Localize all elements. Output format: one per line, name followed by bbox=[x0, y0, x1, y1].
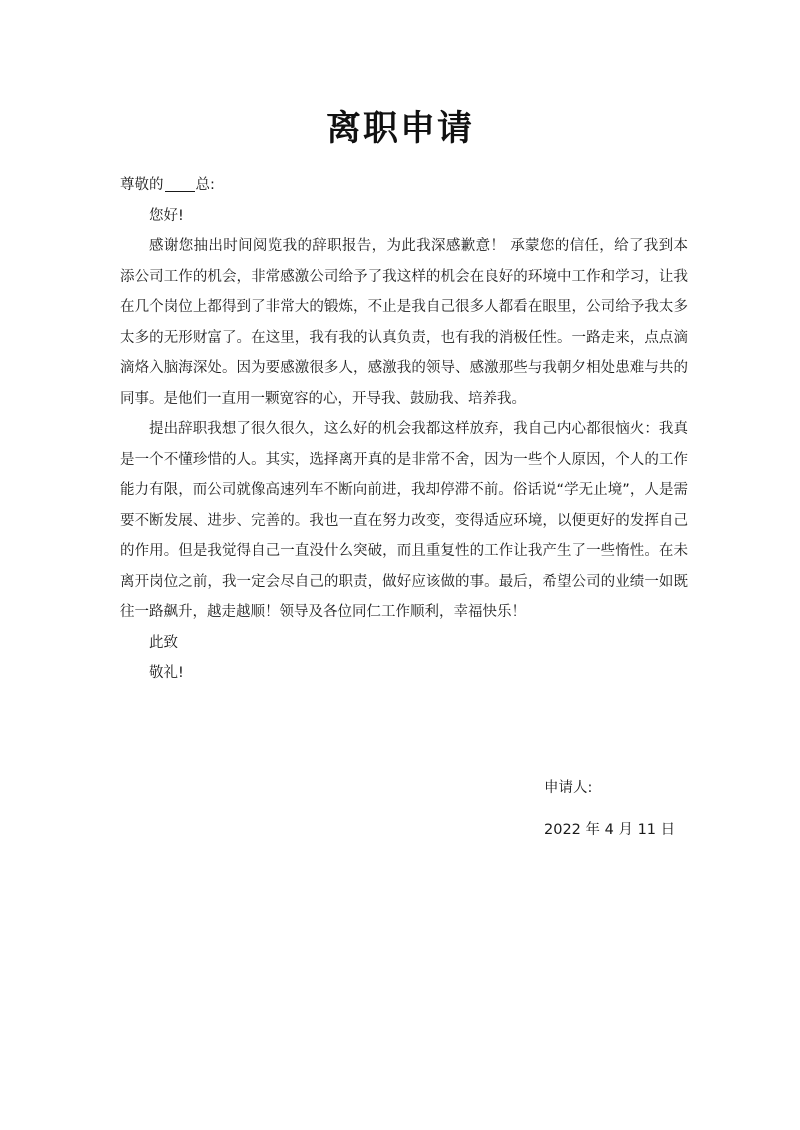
paragraph-reason: 提出辞职我想了很久很久，这么好的机会我都这样放弃，我自己内心都很恼火：我真是一个不懂珍惜的人。其实，选择离开真的是非常不舍，因为一些个人原因，个人的工作能力有限，而公司就像高速列车不断向前进，我却停滞不前。俗话说“学无止境”，人是需要不断发展、进步、完善的。我也一直在努力改变，变得适应环境，以便更好的发挥自己的作用。但是我觉得自己一直没什么突破，而且重复性的工作让我产生了一些惰性。在未离开岗位之前，我一定会尽自己的职责，做好应该做的事。最后，希望公司的业绩一如既往一路飙升，越走越顺！领导及各位同仁工作顺利，幸福快乐！ bbox=[120, 421, 688, 620]
salutation bbox=[120, 170, 688, 201]
document-title: 离职申请 bbox=[325, 109, 474, 149]
salutation-prefix: 尊敬的 bbox=[120, 177, 164, 193]
closing-line-1: 此致 bbox=[149, 634, 178, 651]
letter-body bbox=[120, 170, 688, 689]
greeting: 您好! bbox=[149, 207, 184, 224]
closing-line-2: 敬礼! bbox=[149, 665, 184, 681]
letter-date: 2022 年 4 月 11 日 bbox=[544, 821, 676, 838]
paragraph-gratitude: 感谢您抽出时间阅览我的辞职报告，为此我深感歉意！ 承蒙您的信任，给了我到本添公司工作的机会，非常感激公司给予了我这样的机会在良好的环境中工作和学习，让我在几个岗位上都得到了非常大的锻炼，不止是我自己很多人都看在眼里，公司给予我太多太多的无形财富了。在这里，我有我的认真负责，也有我的消极任性。一路走来，点点滴滴烙入脑海深处。因为要感激很多人，感激我的领导、感激那些与我朝夕相处患难与共的同事。是他们一直用一颗宽容的心，开导我、鼓励我、培养我。 bbox=[120, 238, 688, 407]
applicant-label: 申请人: bbox=[544, 780, 593, 796]
name-blank-line bbox=[165, 177, 195, 192]
signature-block bbox=[544, 773, 675, 845]
salutation-suffix: 总: bbox=[195, 177, 215, 193]
